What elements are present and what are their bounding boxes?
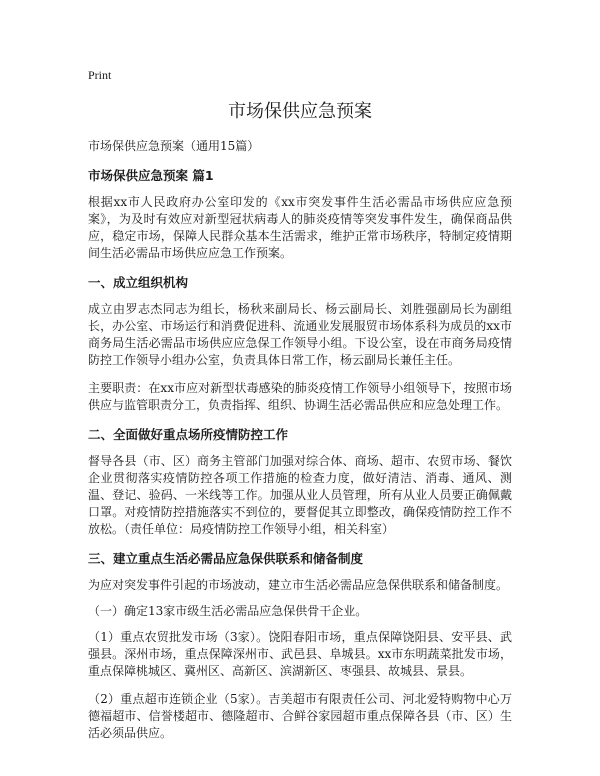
section-heading-1: 一、成立组织机构 <box>88 275 189 290</box>
section-heading-2: 二、全面做好重点场所疫情防控工作 <box>88 427 289 442</box>
paragraph-reserve-system: 为应对突发事件引起的市场波动，建立市生活必需品应急保供联系和储备制度。 <box>88 578 509 592</box>
paragraph-wholesale-markets: （1）重点农贸批发市场（3家）。饶阳春阳市场，重点保障饶阳县、安平县、武强县。深州市场，重点保障深州市、武邑县、阜城县。xx市东明蔬菜批发市场，重点保障桃城区、冀州区、高新区、滨湖新区、枣强县、故城县、景县。 <box>88 630 512 678</box>
paragraph-prevention: 督导各县（市、区）商务主管部门加强对综合体、商场、超市、农贸市场、餐饮企业贯彻落实疫情防控各项工作措施的检查力度，做好清洁、消毒、通风、测温、登记、验码、一米线等工作。加强从业人员管理，所有从业人员要正确佩戴口罩。对疫情防控措施落实不到位的，要督促其立即整改，确保疫情防控工作不放松。（责任单位：局疫情防控工作领导小组，相关科室） <box>88 454 512 536</box>
section-heading-3: 三、建立重点生活必需品应急保供联系和储备制度 <box>88 551 364 566</box>
paragraph-organization: 成立由罗志杰同志为组长，杨秋来副局长、杨云副局长、刘胜强副局长为副组长，办公室、市场运行和消费促进科、流通业发展服贸市场体系科为成员的xx市商务局生活必需品市场供应应急保工作领导小组。下设公室，设在市商务局疫情防控工作领导小组办公室，负责具体日常工作，杨云副局长兼任主任。 <box>88 302 512 367</box>
paragraph-backbone-enterprises: （一）确定13家市级生活必需品应急保供骨干企业。 <box>88 604 368 618</box>
document-subtitle: 市场保供应急预案（通用15篇） <box>88 139 260 153</box>
document-title: 市场保供应急预案 <box>228 101 372 122</box>
paragraph-duties: 主要职责：在xx市应对新型状毒感染的肺炎疫情工作领导小组领导下，按照市场供应与监管职责分工，负责指挥、组织、协调生活必需品供应和应急处理工作。 <box>88 381 512 412</box>
article-heading: 市场保供应急预案 篇1 <box>88 168 214 183</box>
print-label: Print <box>88 68 112 82</box>
intro-paragraph: 根据xx市人民政府办公室印发的《xx市突发事件生活必需品市场供应应急预案》，为及时有效应对新型冠状病毒人的肺炎疫情等突发事件发生，确保商品供应，稳定市场，保障人民群众基本生活需求，维护正常市场秩序，特制定疫情期间生活必需品市场供应应急工作预案。 <box>88 195 512 260</box>
paragraph-supermarkets: （2）重点超市连锁企业（5家）。吉美超市有限责任公司、河北爱特购物中心万德福超市、信誉楼超市、德隆超市、合鲜谷家园超市重点保障各县（市、区）生活必须品供应。 <box>88 692 512 740</box>
